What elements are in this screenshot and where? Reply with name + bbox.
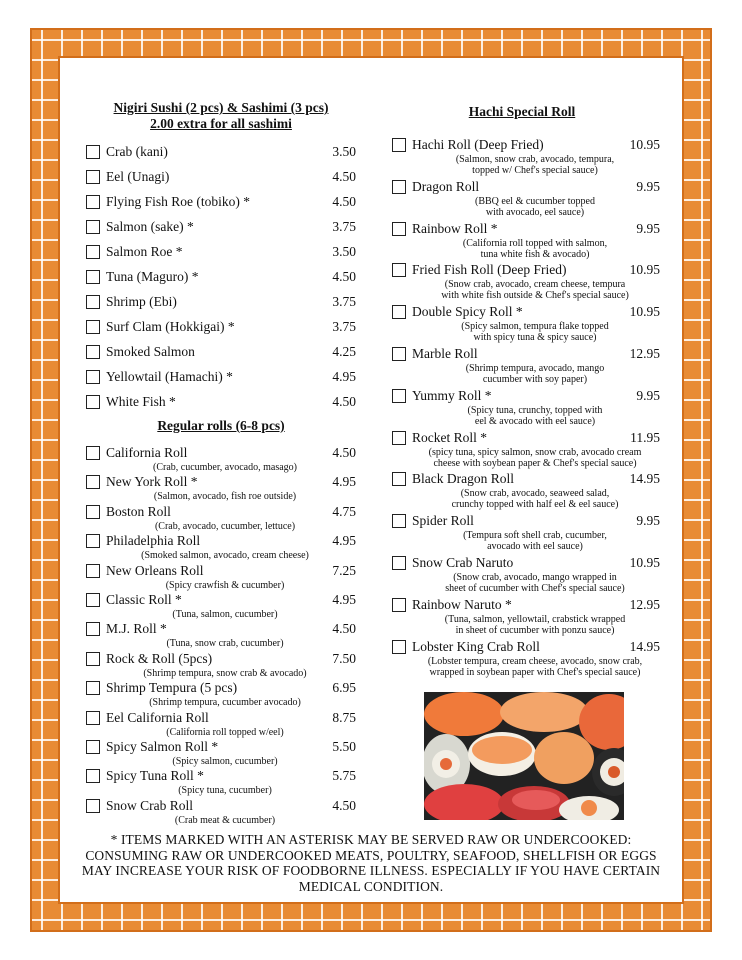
checkbox[interactable] xyxy=(86,593,100,607)
checkbox[interactable] xyxy=(392,514,406,528)
item-price: 4.50 xyxy=(332,169,356,184)
hachi-list xyxy=(392,136,660,679)
roll-item xyxy=(86,767,356,796)
nigiri-item xyxy=(86,166,356,191)
nigiri-item xyxy=(86,341,356,366)
item-name: Eel California Roll xyxy=(106,709,209,725)
item-description: wrapped in soybean paper with Chef's special sauce) xyxy=(429,666,641,678)
sushi-platter-image xyxy=(424,692,624,820)
item-name: Marble Roll xyxy=(412,345,478,361)
item-price: 4.50 xyxy=(332,797,356,813)
item-name: Rainbow Naruto * xyxy=(412,596,512,612)
special-roll-item xyxy=(392,387,660,429)
roll-item xyxy=(86,503,356,532)
item-name: Smoked Salmon xyxy=(106,344,195,359)
item-name: Rocket Roll * xyxy=(412,429,487,445)
checkbox[interactable] xyxy=(392,598,406,612)
checkbox[interactable] xyxy=(86,170,100,184)
item-price: 5.75 xyxy=(332,768,356,784)
item-description: (BBQ eel & cucumber topped xyxy=(475,195,595,207)
item-description: cucumber with soy paper) xyxy=(482,373,588,385)
item-price: 4.95 xyxy=(332,591,356,607)
special-roll-item xyxy=(392,220,660,262)
special-roll-item xyxy=(392,303,660,345)
item-description: (Shrimp tempura, cucumber avocado) xyxy=(149,697,301,709)
item-price: 4.50 xyxy=(332,394,356,409)
item-price: 10.95 xyxy=(629,137,660,152)
checkbox[interactable] xyxy=(86,622,100,636)
sushi-photo xyxy=(424,692,624,820)
item-description: (Spicy crawfish & cucumber) xyxy=(165,579,285,591)
item-price: 4.95 xyxy=(332,369,356,384)
checkbox[interactable] xyxy=(86,740,100,754)
item-description: (Crab, avocado, cucumber, lettuce) xyxy=(154,520,296,532)
checkbox[interactable] xyxy=(392,222,406,236)
roll-item xyxy=(86,444,356,473)
item-price: 9.95 xyxy=(636,178,660,194)
item-description: (Crab, cucumber, avocado, masago) xyxy=(153,462,297,473)
item-name: Spider Roll xyxy=(412,513,474,529)
item-price: 12.95 xyxy=(629,345,660,361)
item-price: 11.95 xyxy=(630,429,660,445)
hachi-heading: Hachi Special Roll xyxy=(468,104,576,119)
item-price: 9.95 xyxy=(636,387,660,403)
roll-item xyxy=(86,709,356,738)
item-description: (Spicy tuna, crunchy, topped with xyxy=(467,404,603,416)
nigiri-item xyxy=(86,366,356,391)
item-price: 4.50 xyxy=(332,621,356,637)
checkbox[interactable] xyxy=(86,270,100,284)
food-safety-notice: * ITEMS MARKED WITH AN ASTERISK MAY BE SERVED RAW OR UNDERCOOKED: CONSUMING RAW OR UNDERCOOKED MEATS, POULTRY, SEAFOOD, SHELLFISH OR EGGS MAY INCREASE YOUR RISK OF FOODBORNE ILLNESS. ESPECIALLY IF YOU HAVE CERTAIN MEDICAL CONDITION. xyxy=(81,832,661,894)
nigiri-item xyxy=(86,316,356,341)
nigiri-item xyxy=(86,391,356,416)
nigiri-list xyxy=(86,141,356,416)
checkbox[interactable] xyxy=(86,681,100,695)
item-description: (Tempura soft shell crab, cucumber, xyxy=(463,530,607,542)
right-column xyxy=(392,104,660,679)
item-description: (spicy tuna, spicy salmon, snow crab, avocado cream xyxy=(428,446,642,458)
item-description: (Spicy salmon, cucumber) xyxy=(172,755,278,767)
item-price: 10.95 xyxy=(629,304,660,320)
special-roll-item xyxy=(392,512,660,554)
special-roll-item xyxy=(392,136,660,178)
roll-item xyxy=(86,797,356,826)
special-roll-item xyxy=(392,470,660,512)
nigiri-subheading: 2.00 extra for all sashimi xyxy=(150,116,292,131)
nigiri-heading: Nigiri Sushi (2 pcs) & Sashimi (3 pcs) xyxy=(113,100,329,115)
item-name: Salmon Roe * xyxy=(106,244,183,259)
special-roll-item xyxy=(392,554,660,596)
item-price: 10.95 xyxy=(629,262,660,278)
checkbox[interactable] xyxy=(392,472,406,486)
regular-rolls-list xyxy=(86,444,356,826)
item-price: 9.95 xyxy=(636,513,660,529)
item-description: (Crab meat & cucumber) xyxy=(174,814,276,826)
special-roll-item xyxy=(392,596,660,638)
checkbox[interactable] xyxy=(86,220,100,234)
checkbox[interactable] xyxy=(392,556,406,570)
item-price: 4.25 xyxy=(332,344,356,359)
checkbox[interactable] xyxy=(86,769,100,783)
checkbox[interactable] xyxy=(86,711,100,725)
item-description: (Snow crab, avocado, cream cheese, tempura xyxy=(444,279,626,291)
item-name: Snow Crab Naruto xyxy=(412,554,514,570)
item-description: eel & avocado with eel sauce) xyxy=(474,415,596,427)
item-price: 12.95 xyxy=(629,596,660,612)
checkbox[interactable] xyxy=(392,263,406,277)
checkbox[interactable] xyxy=(86,295,100,309)
nigiri-item xyxy=(86,266,356,291)
item-name: Surf Clam (Hokkigai) * xyxy=(106,319,235,334)
item-name: Tuna (Maguro) * xyxy=(106,269,199,284)
item-name: Rainbow Roll * xyxy=(412,220,498,236)
roll-item xyxy=(86,738,356,767)
item-name: Shrimp Tempura (5 pcs) xyxy=(106,680,238,696)
item-price: 4.50 xyxy=(332,445,356,460)
checkbox[interactable] xyxy=(86,370,100,384)
item-description: topped w/ Chef's special sauce) xyxy=(472,165,598,176)
item-name: Classic Roll * xyxy=(106,591,182,607)
nigiri-item xyxy=(86,241,356,266)
roll-item xyxy=(86,473,356,502)
nigiri-item xyxy=(86,291,356,316)
item-name: Snow Crab Roll xyxy=(106,797,194,813)
item-description: (Salmon, avocado, fish roe outside) xyxy=(153,491,297,503)
item-description: avocado with eel sauce) xyxy=(487,541,583,553)
item-description: (Tuna, salmon, yellowtail, crabstick wrapped xyxy=(444,613,626,625)
checkbox[interactable] xyxy=(86,564,100,578)
special-roll-item xyxy=(392,261,660,303)
item-name: Spicy Salmon Roll * xyxy=(106,738,219,754)
item-description: tuna white fish & avocado) xyxy=(480,248,590,260)
regular-rolls-heading: Regular rolls (6-8 pcs) xyxy=(157,418,285,433)
item-description: (Shrimp tempura, snow crab & avocado) xyxy=(143,667,307,679)
item-name: Fried Fish Roll (Deep Fried) xyxy=(412,262,567,278)
roll-item xyxy=(86,650,356,679)
item-description: (Snow crab, avocado, seaweed salad, xyxy=(460,488,610,500)
item-price: 5.50 xyxy=(332,738,356,754)
item-name: New York Roll * xyxy=(106,474,198,490)
checkbox[interactable] xyxy=(86,652,100,666)
item-price: 6.95 xyxy=(332,680,356,696)
item-name: Yummy Roll * xyxy=(412,387,492,403)
item-price: 3.50 xyxy=(332,144,356,159)
item-name: Eel (Unagi) xyxy=(106,169,170,184)
item-price: 8.75 xyxy=(332,709,356,725)
checkbox[interactable] xyxy=(86,145,100,159)
nigiri-item xyxy=(86,141,356,166)
item-price: 14.95 xyxy=(629,638,660,654)
item-price: 7.25 xyxy=(332,562,356,578)
item-description: sheet of cucumber with Chef's special sauce) xyxy=(445,582,625,594)
checkbox[interactable] xyxy=(86,446,100,460)
item-price: 3.75 xyxy=(332,319,356,334)
item-description: with avocado, eel sauce) xyxy=(485,206,585,218)
item-description: (Lobster tempura, cream cheese, avocado, snow crab, xyxy=(427,655,643,667)
roll-item xyxy=(86,532,356,561)
checkbox[interactable] xyxy=(392,305,406,319)
item-name: Flying Fish Roe (tobiko) * xyxy=(106,194,251,209)
item-price: 9.95 xyxy=(636,220,660,236)
item-name: Dragon Roll xyxy=(412,178,480,194)
checkbox[interactable] xyxy=(86,345,100,359)
item-name: Salmon (sake) * xyxy=(106,219,194,234)
item-name: New Orleans Roll xyxy=(106,562,204,578)
item-price: 4.50 xyxy=(332,269,356,284)
checkbox[interactable] xyxy=(86,475,100,489)
item-price: 4.95 xyxy=(332,474,356,490)
checkbox[interactable] xyxy=(392,640,406,654)
checkbox[interactable] xyxy=(86,245,100,259)
item-description: (Tuna, salmon, cucumber) xyxy=(172,608,278,620)
item-price: 4.75 xyxy=(332,503,356,519)
item-name: Boston Roll xyxy=(106,503,171,519)
item-description: (Tuna, snow crab, cucumber) xyxy=(166,638,284,650)
item-name: Lobster King Crab Roll xyxy=(412,638,540,654)
item-description: (Shrimp tempura, avocado, mango xyxy=(465,362,605,374)
item-name: Philadelphia Roll xyxy=(106,533,201,549)
item-description: (Snow crab, avocado, mango wrapped in xyxy=(453,571,617,583)
item-name: Rock & Roll (5pcs) xyxy=(106,650,213,666)
checkbox[interactable] xyxy=(86,799,100,813)
item-description: with spicy tuna & spicy sauce) xyxy=(473,332,597,344)
item-price: 3.75 xyxy=(332,294,356,309)
item-price: 10.95 xyxy=(629,554,660,570)
item-name: M.J. Roll * xyxy=(106,621,167,637)
special-roll-item xyxy=(392,429,660,471)
checkbox[interactable] xyxy=(86,505,100,519)
item-description: crunchy topped with half eel & eel sauce) xyxy=(451,499,619,511)
item-description: (Salmon, snow crab, avocado, tempura, xyxy=(455,154,615,165)
item-price: 3.50 xyxy=(332,244,356,259)
roll-item xyxy=(86,679,356,708)
item-name: Hachi Roll (Deep Fried) xyxy=(412,137,544,152)
item-price: 14.95 xyxy=(629,471,660,487)
item-description: with white fish outside & Chef's special sauce) xyxy=(441,290,629,302)
checkbox[interactable] xyxy=(392,138,406,152)
special-roll-item xyxy=(392,345,660,387)
checkbox[interactable] xyxy=(86,320,100,334)
item-price: 7.50 xyxy=(332,650,356,666)
item-description: (Spicy tuna, cucumber) xyxy=(178,785,272,797)
item-name: Black Dragon Roll xyxy=(412,471,514,487)
left-column xyxy=(86,100,356,826)
item-price: 4.50 xyxy=(332,194,356,209)
roll-item xyxy=(86,562,356,591)
item-description: in sheet of cucumber with ponzu sauce) xyxy=(455,624,615,636)
checkbox[interactable] xyxy=(392,389,406,403)
item-name: White Fish * xyxy=(106,394,176,409)
special-roll-item xyxy=(392,638,660,680)
checkbox[interactable] xyxy=(392,347,406,361)
item-name: Double Spicy Roll * xyxy=(412,304,523,320)
item-description: (Smoked salmon, avocado, cream cheese) xyxy=(141,550,309,562)
nigiri-item xyxy=(86,216,356,241)
special-roll-item xyxy=(392,178,660,220)
item-name: Yellowtail (Hamachi) * xyxy=(106,369,233,384)
item-name: California Roll xyxy=(106,445,188,460)
item-description: cheese with soybean paper & Chef's special sauce) xyxy=(433,457,637,469)
item-price: 3.75 xyxy=(332,219,356,234)
item-name: Spicy Tuna Roll * xyxy=(106,768,204,784)
item-price: 4.95 xyxy=(332,533,356,549)
checkbox[interactable] xyxy=(86,534,100,548)
item-name: Crab (kani) xyxy=(106,144,168,159)
roll-item xyxy=(86,620,356,649)
item-description: (Spicy salmon, tempura flake topped xyxy=(461,321,609,333)
checkbox[interactable] xyxy=(86,395,100,409)
item-description: (California roll topped with salmon, xyxy=(462,237,608,249)
item-description: (California roll topped w/eel) xyxy=(166,726,284,738)
checkbox[interactable] xyxy=(392,180,406,194)
checkbox[interactable] xyxy=(86,195,100,209)
roll-item xyxy=(86,591,356,620)
checkbox[interactable] xyxy=(392,431,406,445)
nigiri-item xyxy=(86,191,356,216)
item-name: Shrimp (Ebi) xyxy=(106,294,177,309)
